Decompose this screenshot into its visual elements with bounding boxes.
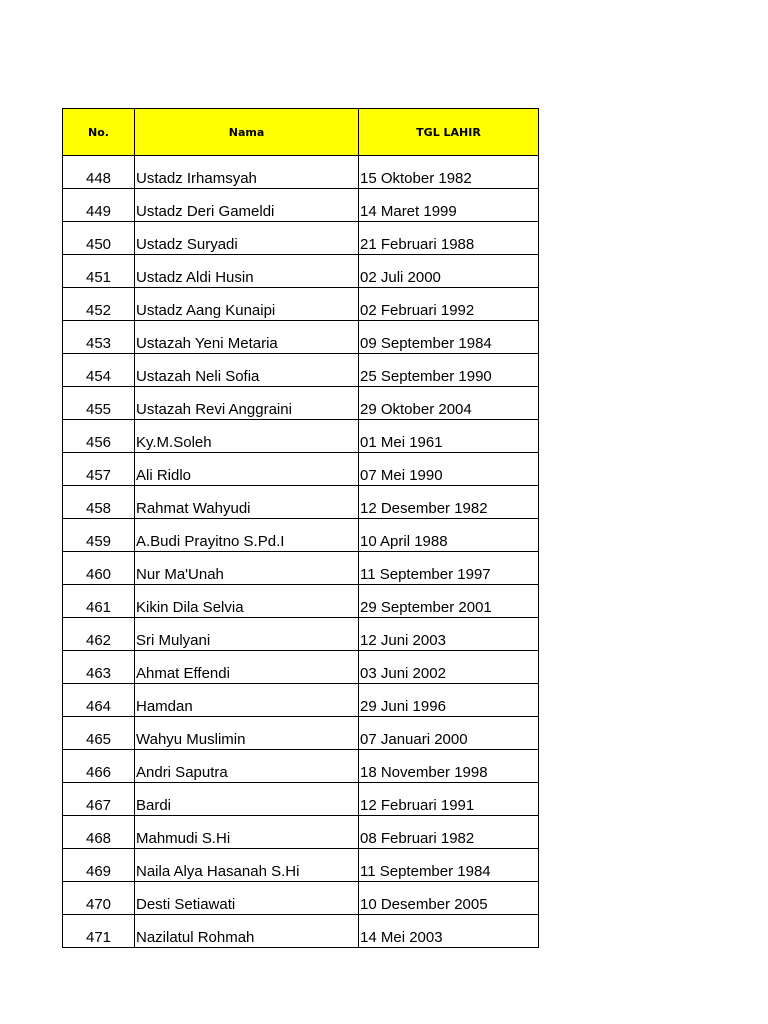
header-tgl-lahir: TGL LAHIR (359, 109, 539, 156)
cell-nama: A.Budi Prayitno S.Pd.I (135, 519, 359, 552)
table-row (63, 486, 539, 519)
cell-no: 468 (63, 816, 135, 849)
cell-tgl-lahir: 11 September 1997 (359, 552, 539, 585)
cell-tgl-lahir: 15 Oktober 1982 (359, 156, 539, 189)
cell-tgl-lahir: 29 Oktober 2004 (359, 387, 539, 420)
cell-tgl-lahir: 14 Mei 2003 (359, 915, 539, 948)
cell-tgl-lahir: 08 Februari 1982 (359, 816, 539, 849)
cell-nama: Kikin Dila Selvia (135, 585, 359, 618)
cell-tgl-lahir: 07 Januari 2000 (359, 717, 539, 750)
cell-nama: Ustadz Aldi Husin (135, 255, 359, 288)
cell-no: 449 (63, 189, 135, 222)
cell-no: 457 (63, 453, 135, 486)
cell-nama: Wahyu Muslimin (135, 717, 359, 750)
cell-nama: Mahmudi S.Hi (135, 816, 359, 849)
cell-nama: Bardi (135, 783, 359, 816)
table-row (63, 189, 539, 222)
cell-nama: Ahmat Effendi (135, 651, 359, 684)
table-row (63, 618, 539, 651)
cell-nama: Hamdan (135, 684, 359, 717)
cell-nama: Ky.M.Soleh (135, 420, 359, 453)
cell-nama: Ustazah Neli Sofia (135, 354, 359, 387)
table-row (63, 915, 539, 948)
cell-nama: Ustadz Deri Gameldi (135, 189, 359, 222)
cell-nama: Ustadz Aang Kunaipi (135, 288, 359, 321)
cell-nama: Nazilatul Rohmah (135, 915, 359, 948)
cell-no: 448 (63, 156, 135, 189)
header-no: No. (63, 109, 135, 156)
cell-no: 465 (63, 717, 135, 750)
table-row (63, 321, 539, 354)
cell-no: 451 (63, 255, 135, 288)
cell-tgl-lahir: 10 April 1988 (359, 519, 539, 552)
table-row (63, 783, 539, 816)
cell-no: 462 (63, 618, 135, 651)
cell-no: 450 (63, 222, 135, 255)
table-row (63, 387, 539, 420)
cell-nama: Desti Setiawati (135, 882, 359, 915)
table-row (63, 849, 539, 882)
cell-tgl-lahir: 09 September 1984 (359, 321, 539, 354)
cell-tgl-lahir: 12 Juni 2003 (359, 618, 539, 651)
cell-tgl-lahir: 21 Februari 1988 (359, 222, 539, 255)
table-row (63, 156, 539, 189)
cell-no: 454 (63, 354, 135, 387)
cell-no: 469 (63, 849, 135, 882)
table-body (63, 156, 539, 948)
cell-nama: Ustazah Revi Anggraini (135, 387, 359, 420)
cell-no: 458 (63, 486, 135, 519)
cell-tgl-lahir: 25 September 1990 (359, 354, 539, 387)
cell-tgl-lahir: 03 Juni 2002 (359, 651, 539, 684)
cell-no: 461 (63, 585, 135, 618)
table-row (63, 354, 539, 387)
table-row (63, 420, 539, 453)
table-row (63, 750, 539, 783)
table-row (63, 453, 539, 486)
cell-nama: Ustadz Suryadi (135, 222, 359, 255)
cell-no: 471 (63, 915, 135, 948)
cell-nama: Sri Mulyani (135, 618, 359, 651)
table-row (63, 255, 539, 288)
cell-no: 467 (63, 783, 135, 816)
header-row (63, 109, 539, 156)
table-header (63, 109, 539, 156)
data-table-container (62, 108, 539, 948)
cell-tgl-lahir: 12 Desember 1982 (359, 486, 539, 519)
cell-nama: Nur Ma'Unah (135, 552, 359, 585)
table-row (63, 552, 539, 585)
table-row (63, 651, 539, 684)
table-row (63, 882, 539, 915)
table-row (63, 222, 539, 255)
cell-tgl-lahir: 14 Maret 1999 (359, 189, 539, 222)
table-row (63, 288, 539, 321)
cell-no: 452 (63, 288, 135, 321)
cell-nama: Andri Saputra (135, 750, 359, 783)
cell-nama: Ustazah Yeni Metaria (135, 321, 359, 354)
table-row (63, 684, 539, 717)
cell-tgl-lahir: 29 Juni 1996 (359, 684, 539, 717)
table-row (63, 717, 539, 750)
cell-no: 453 (63, 321, 135, 354)
cell-no: 459 (63, 519, 135, 552)
cell-no: 455 (63, 387, 135, 420)
cell-tgl-lahir: 01 Mei 1961 (359, 420, 539, 453)
cell-tgl-lahir: 10 Desember 2005 (359, 882, 539, 915)
cell-tgl-lahir: 11 September 1984 (359, 849, 539, 882)
cell-no: 470 (63, 882, 135, 915)
cell-tgl-lahir: 29 September 2001 (359, 585, 539, 618)
table-row (63, 519, 539, 552)
table-row (63, 816, 539, 849)
cell-no: 466 (63, 750, 135, 783)
cell-tgl-lahir: 07 Mei 1990 (359, 453, 539, 486)
cell-nama: Naila Alya Hasanah S.Hi (135, 849, 359, 882)
cell-tgl-lahir: 02 Juli 2000 (359, 255, 539, 288)
cell-no: 464 (63, 684, 135, 717)
cell-nama: Rahmat Wahyudi (135, 486, 359, 519)
cell-nama: Ali Ridlo (135, 453, 359, 486)
cell-tgl-lahir: 18 November 1998 (359, 750, 539, 783)
header-nama: Nama (135, 109, 359, 156)
cell-tgl-lahir: 12 Februari 1991 (359, 783, 539, 816)
birthdate-table (62, 108, 539, 948)
cell-nama: Ustadz Irhamsyah (135, 156, 359, 189)
cell-no: 456 (63, 420, 135, 453)
cell-tgl-lahir: 02 Februari 1992 (359, 288, 539, 321)
cell-no: 460 (63, 552, 135, 585)
cell-no: 463 (63, 651, 135, 684)
table-row (63, 585, 539, 618)
